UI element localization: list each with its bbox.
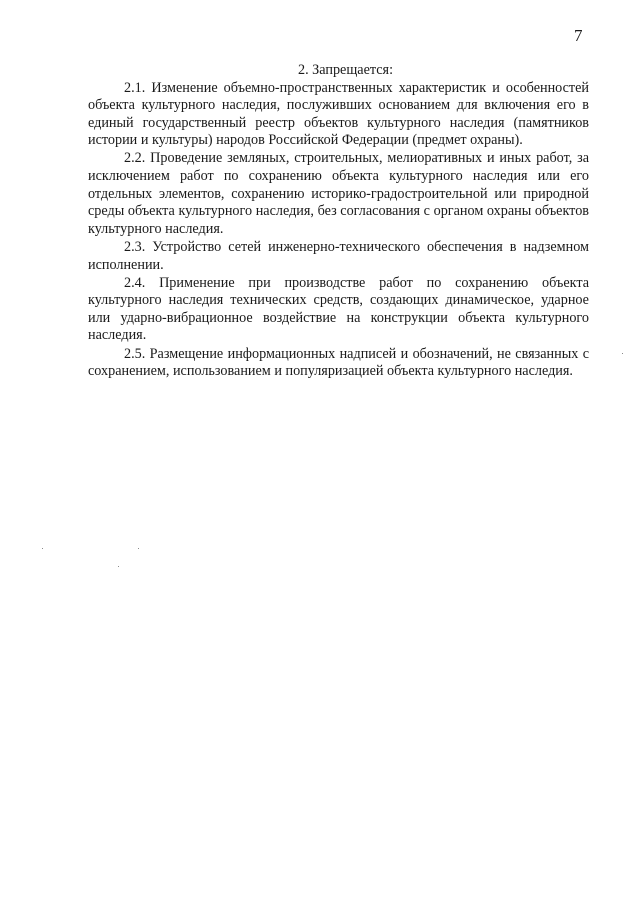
- clause-number: 2.1.: [124, 79, 146, 96]
- clause-text: Изменение объемно-пространственных характеристик и особенностей объекта культурного наследия, послуживших основанием для включения его в единый государственный реестр объектов культурного наследия (памятников истории и культуры) народов Российской Федерации (предмет охраны).: [88, 79, 590, 149]
- clause-2-1: [88, 80, 589, 150]
- document-body: [88, 62, 589, 381]
- section-heading: 2. Запрещается:: [297, 62, 394, 78]
- page-number: 7: [574, 26, 583, 45]
- clause-number: 2.3.: [124, 238, 146, 255]
- clause-2-3: [88, 239, 589, 274]
- clause-text: Применение при производстве работ по сохранению объекта культурного наследия технических средств, создающих динамическое, ударное или ударно-вибрационное воздействие на конструкции объекта культурного наследия.: [88, 274, 589, 344]
- clause-2-5: [88, 346, 589, 381]
- scan-speck: [138, 548, 139, 549]
- clause-number: 2.2.: [124, 150, 146, 167]
- clause-2-4: [88, 275, 589, 345]
- clause-text: Размещение информационных надписей и обозначений, не связанных с сохранением, использованием и популяризацией объекта культурного наследия.: [88, 345, 589, 380]
- scan-speck: [622, 353, 623, 354]
- scan-speck: [42, 548, 43, 549]
- scan-speck: [118, 566, 119, 567]
- clause-2-2: [88, 150, 589, 238]
- clause-number: 2.4.: [124, 274, 146, 291]
- clause-text: Проведение земляных, строительных, мелиоративных и иных работ, за исключением работ по сохранению объекта культурного наследия или его отдельных элементов, сохранению историко-градостроительной или природной среды объекта культурного наследия, без согласования с органом охраны объектов культурного наследия.: [88, 150, 590, 237]
- clause-number: 2.5.: [124, 345, 146, 362]
- clause-text: Устройство сетей инженерно-технического обеспечения в надземном исполнении.: [88, 238, 589, 273]
